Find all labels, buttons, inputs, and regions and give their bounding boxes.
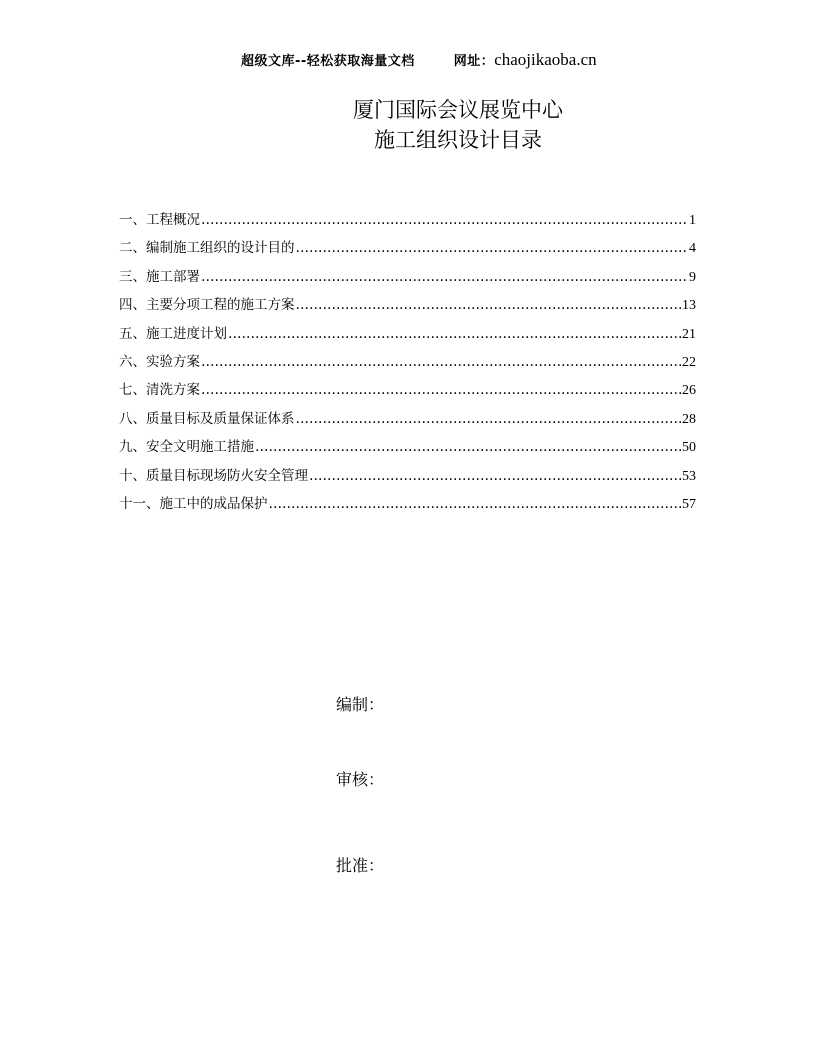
dot-leader bbox=[201, 269, 688, 285]
toc-entry-label: 九、安全文明施工措施 bbox=[119, 439, 254, 456]
toc-entry-page: 9 bbox=[689, 269, 696, 285]
toc-entry[interactable] bbox=[119, 464, 696, 492]
toc-entry-page: 28 bbox=[682, 411, 696, 427]
dot-leader bbox=[269, 496, 682, 512]
dot-leader bbox=[201, 382, 681, 398]
toc-entry-label: 八、质量目标及质量保证体系 bbox=[119, 410, 295, 427]
toc-entry-label: 一、工程概况 bbox=[119, 212, 200, 228]
table-of-contents bbox=[119, 208, 696, 520]
toc-entry-page: 13 bbox=[682, 298, 696, 314]
page-header bbox=[241, 50, 673, 70]
toc-entry[interactable] bbox=[119, 407, 696, 435]
toc-entry[interactable] bbox=[119, 435, 696, 463]
document-subtitle: 施工组织设计目录 bbox=[374, 128, 542, 152]
toc-entry[interactable] bbox=[119, 236, 696, 264]
dot-leader bbox=[296, 297, 682, 313]
document-title: 厦门国际会议展览中心 bbox=[353, 98, 563, 122]
dot-leader bbox=[228, 326, 681, 342]
dot-leader bbox=[309, 468, 681, 484]
toc-entry-page: 1 bbox=[689, 213, 696, 228]
site-name: 超级文库--轻松获取海量文档 bbox=[241, 54, 415, 69]
toc-entry-page: 53 bbox=[682, 468, 696, 484]
toc-entry-label: 四、主要分项工程的施工方案 bbox=[119, 297, 295, 314]
toc-entry-page: 4 bbox=[689, 241, 696, 257]
toc-entry[interactable] bbox=[119, 293, 696, 321]
dot-leader bbox=[296, 240, 689, 256]
toc-entry-page: 22 bbox=[682, 354, 696, 370]
toc-entry[interactable] bbox=[119, 492, 696, 520]
dot-leader bbox=[296, 411, 682, 427]
url-label: 网址： bbox=[453, 54, 495, 69]
dot-leader bbox=[201, 354, 681, 370]
toc-entry[interactable] bbox=[119, 322, 696, 350]
toc-entry[interactable] bbox=[119, 265, 696, 293]
approved-by-label: 批准： bbox=[336, 856, 385, 875]
toc-entry-page: 26 bbox=[682, 383, 696, 399]
toc-entry-label: 七、清洗方案 bbox=[119, 382, 200, 399]
toc-entry-label: 十一、施工中的成品保护 bbox=[119, 495, 268, 512]
toc-entry[interactable] bbox=[119, 350, 696, 378]
toc-entry-label: 十、质量目标现场防火安全管理 bbox=[119, 467, 308, 484]
reviewed-by-label: 审核： bbox=[336, 770, 385, 789]
toc-entry-page: 21 bbox=[682, 326, 696, 342]
toc-entry-page: 57 bbox=[682, 496, 696, 512]
toc-entry-label: 六、实验方案 bbox=[119, 353, 200, 370]
toc-entry[interactable] bbox=[119, 378, 696, 406]
toc-entry[interactable] bbox=[119, 208, 696, 236]
toc-entry-label: 五、施工进度计划 bbox=[119, 325, 227, 342]
site-url: chaojikaoba.cn bbox=[494, 50, 597, 69]
dot-leader bbox=[201, 212, 688, 228]
toc-entry-label: 二、编制施工组织的设计目的 bbox=[119, 240, 295, 257]
toc-entry-page: 50 bbox=[682, 440, 696, 456]
dot-leader bbox=[255, 439, 681, 455]
prepared-by-label: 编制： bbox=[336, 695, 385, 714]
toc-entry-label: 三、施工部署 bbox=[119, 268, 200, 285]
